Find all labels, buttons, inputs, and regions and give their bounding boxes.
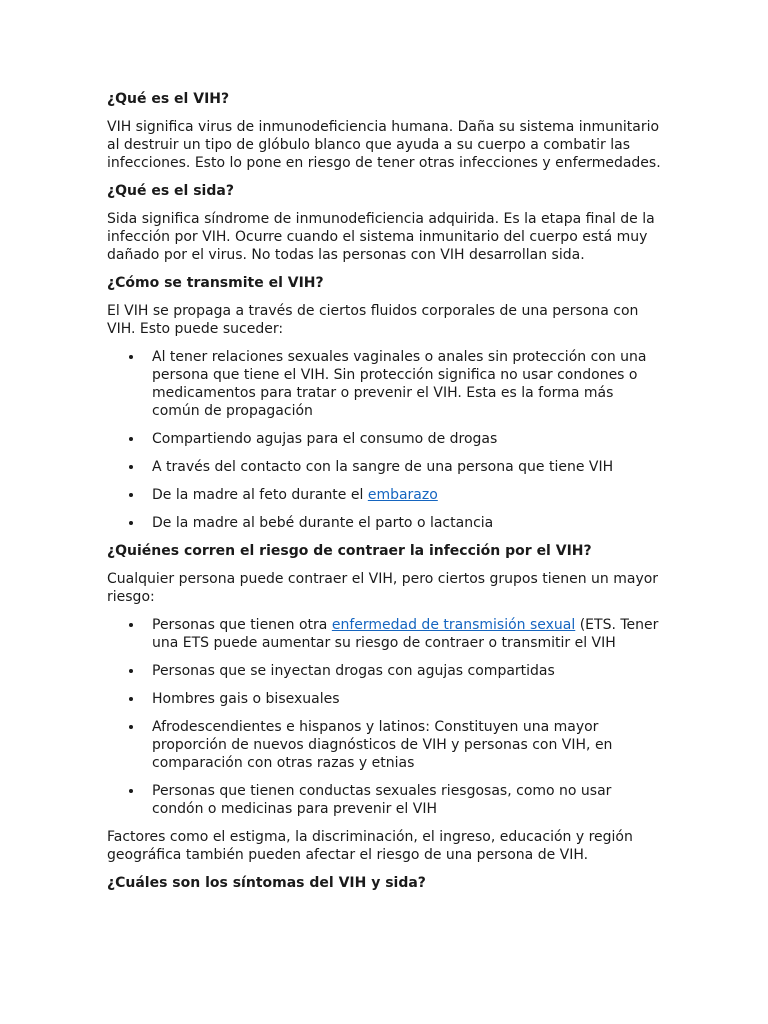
paragraph-quienes-corren-riesgo: Cualquier persona puede contraer el VIH, pero ciertos grupos tienen un mayor riesgo: <box>107 571 659 605</box>
list-item-text: Personas que tienen otra <box>152 617 332 633</box>
list-item: Afrodescendientes e hispanos y latinos: Constituyen una mayor proporción de nuevos diagnósticos de VIH y personas con VIH, en comparación con otras razas y etnias <box>152 718 662 772</box>
list-item-text: (ETS. Tener una ETS puede aumentar su riesgo de contraer o transmitir el VIH <box>152 617 659 651</box>
list-item: Compartiendo agujas para el consumo de drogas <box>152 430 662 448</box>
list-item: A través del contacto con la sangre de una persona que tiene VIH <box>152 458 662 476</box>
heading-sintomas: ¿Cuáles son los síntomas del VIH y sida? <box>107 875 426 891</box>
link-ets[interactable]: enfermedad de transmisión sexual <box>331 617 576 633</box>
list-item: Al tener relaciones sexuales vaginales o anales sin protección con una persona que tiene el VIH. Sin protección significa no usar condones o medicamentos para tratar o prevenir el VIH. Esta es la forma más común de propagación <box>152 348 662 420</box>
list-item: De la madre al bebé durante el parto o lactancia <box>152 514 662 532</box>
link-embarazo[interactable]: embarazo <box>367 487 438 503</box>
list-item: Personas que tienen conductas sexuales riesgosas, como no usar condón o medicinas para prevenir el VIH <box>152 782 662 818</box>
list-transmision <box>107 348 662 532</box>
paragraph-que-es-sida: Sida significa síndrome de inmunodeficiencia adquirida. Es la etapa final de la infección por VIH. Ocurre cuando el sistema inmunitario del cuerpo está muy dañado por el virus. No todas las personas con VIH desarrollan sida. <box>107 211 655 263</box>
heading-que-es-vih: ¿Qué es el VIH? <box>107 91 230 107</box>
paragraph-factores: Factores como el estigma, la discriminación, el ingreso, educación y región geográfica también pueden afectar el riesgo de una persona de VIH. <box>107 829 633 863</box>
list-item: Personas que se inyectan drogas con agujas compartidas <box>152 662 662 680</box>
paragraph-como-se-transmite: El VIH se propaga a través de ciertos fluidos corporales de una persona con VIH. Esto puede suceder: <box>107 303 639 337</box>
heading-quienes-corren-riesgo: ¿Quiénes corren el riesgo de contraer la infección por el VIH? <box>107 543 592 559</box>
list-item <box>152 486 662 504</box>
list-item-text: De la madre al feto durante el <box>152 487 368 503</box>
list-item <box>152 616 662 652</box>
list-grupos-riesgo <box>107 616 662 818</box>
heading-como-se-transmite: ¿Cómo se transmite el VIH? <box>107 275 324 291</box>
list-item: Hombres gais o bisexuales <box>152 690 662 708</box>
paragraph-que-es-vih: VIH significa virus de inmunodeficiencia humana. Daña su sistema inmunitario al destruir un tipo de glóbulo blanco que ayuda a su cuerpo a combatir las infecciones. Esto lo pone en riesgo de tener otras infecciones y enfermedades. <box>107 119 661 171</box>
heading-que-es-sida: ¿Qué es el sida? <box>107 183 234 199</box>
